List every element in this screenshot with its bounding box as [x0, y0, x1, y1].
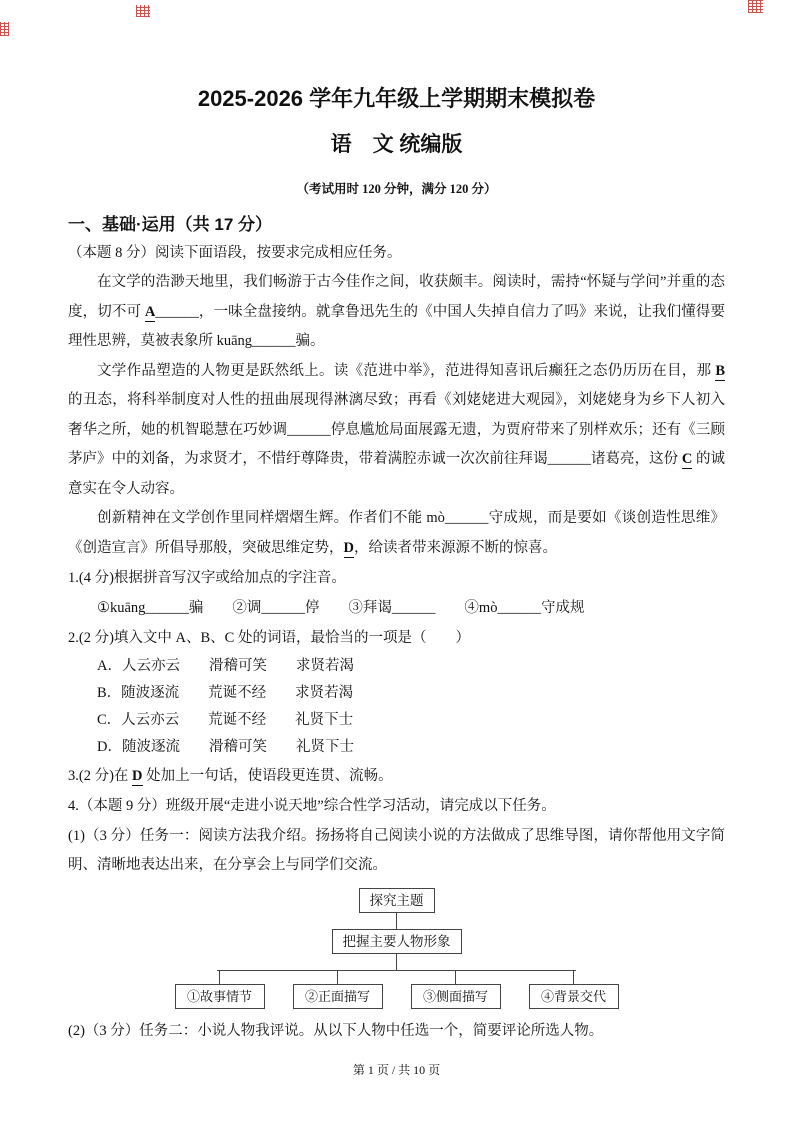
text-run: ______，一味全盘接纳。就拿鲁迅先生的《中国人失掉自信力了吗》来说，让我们懂得要理性思辨，莫被表象所 kuāng______骗。: [68, 303, 726, 349]
text-run: 的诚意实在令人动容。: [68, 451, 725, 497]
passage-intro: （本题 8 分）阅读下面语段，按要求完成相应任务。: [68, 245, 402, 261]
flowchart-leaf-box-1: ①故事情节: [175, 984, 265, 1009]
underlined-blank-letter: A: [144, 303, 156, 320]
flowchart-branch: [175, 970, 619, 1009]
question-2-label: 2.(2 分)填入文中 A、B、C 处的词语，最恰当的一项是（ ）: [68, 630, 470, 646]
flowchart-leaf-stub: [337, 970, 338, 984]
page-content: [0, 84, 793, 1046]
flowchart-leaf-stub: [219, 970, 220, 984]
question-2-option-c: C．人云亦云 荒诞不经 礼贤下士: [97, 712, 354, 728]
underlined-blank-letter: D: [132, 768, 143, 784]
flowchart-leaf-box-3: ③侧面描写: [411, 984, 501, 1009]
flowchart-leaf-row: [175, 970, 619, 1009]
text-run: 创新精神在文学创作里同样熠熠生辉。作者们不能 mò______守成规，而是要如《谈创造性思维》《创造宣言》所倡导那般，突破思维定势，: [68, 510, 725, 556]
mind-map-flowchart: [175, 888, 619, 1009]
red-print-mark-left-edge: [0, 22, 9, 36]
exam-duration-info: （考试用时 120 分钟，满分 120 分）: [296, 182, 497, 196]
flowchart-middle-box: 把握主要人物形象: [332, 929, 462, 954]
flowchart-root-box: 探究主题: [359, 888, 435, 913]
text-run: ，给读者带来源源不断的惊喜。: [353, 539, 557, 556]
flowchart-leaf-stub: [573, 970, 574, 984]
text-run: 处加上一句话，使语段更连贯、流畅。: [142, 768, 393, 784]
flowchart-leaf-box-4: ④背景交代: [529, 984, 619, 1009]
question-1-label: 1.(4 分)根据拼音写汉字或给加点的字注音。: [68, 570, 346, 586]
question-2-option-d: D．随波逐流 滑稽可笑 礼贤下士: [97, 739, 354, 755]
question-4-task-1: (1)（3 分）任务一：阅读方法我介绍。扬扬将自己阅读小说的方法做成了思维导图，请你帮他用文字简明、清晰地表达出来，在分享会上与同学们交流。: [68, 828, 725, 873]
underlined-blank-letter: C: [681, 451, 693, 467]
page-number-footer: 第 1 页 / 共 10 页: [352, 1063, 441, 1077]
reading-passage: [68, 268, 725, 563]
flowchart-leaf-box-2: ②正面描写: [293, 984, 383, 1009]
text-run: 在文学的浩渺天地里，我们畅游于古今佳作之间，收获颇丰。阅读时，需持“怀疑与学问”并重的态度，切不可: [68, 274, 725, 320]
question-1-items: ①kuāng______骗 ②调______停 ③拜谒______ ④mò______守成规: [97, 600, 585, 616]
question-4-task-2: (2)（3 分）任务二：小说人物我评说。从以下人物中任选一个，简要评论所选人物。: [68, 1023, 604, 1039]
exam-title: 2025-2026 学年九年级上学期期末模拟卷: [197, 86, 596, 111]
question-2-option-b: B．随波逐流 荒诞不经 求贤若渴: [97, 685, 354, 701]
passage-paragraph-1: [68, 268, 725, 357]
flowchart-leaf: [411, 970, 501, 1009]
flowchart-horizontal-connector: [217, 970, 577, 971]
question-4-label: 4.（本题 9 分）班级开展“走进小说天地”综合性学习活动，请完成以下任务。: [68, 798, 556, 814]
flowchart-leaf: [293, 970, 383, 1009]
flowchart-leaf: [529, 970, 619, 1009]
exam-subject: 语 文 统编版: [330, 133, 463, 156]
flowchart-leaf: [175, 970, 265, 1009]
question-2-option-a: A．人云亦云 滑稽可笑 求贤若渴: [97, 658, 354, 674]
text-run: 文学作品塑造的人物更是跃然纸上。读《范进中举》，范进得知喜讯后癫狂之态仍历历在目，那: [97, 362, 716, 379]
flowchart-vertical-connector-2: [396, 954, 397, 970]
text-run: 3.(2 分)在: [68, 768, 133, 784]
underlined-blank-letter: D: [343, 539, 354, 556]
flowchart-leaf-stub: [455, 970, 456, 984]
section-1-heading: 一、基础·运用（共 17 分）: [68, 215, 273, 234]
question-3-label: [68, 762, 725, 791]
flowchart-vertical-connector-1: [396, 913, 397, 929]
underlined-blank-letter: B: [715, 362, 725, 379]
text-run: 的丑态，将科举制度对人性的扭曲展现得淋漓尽致；再看《刘姥姥进大观园》，刘姥姥身为乡下人初入奢华之所，她的机智聪慧在巧妙调______停息尴尬局面展露无遗，为贾府带来了别样欢乐；还有《三顾茅庐》中的刘备，为求贤才，不惜纡尊降贵，带着满腔赤诚一次次前往拜谒______诸葛亮，这份: [68, 392, 725, 467]
red-print-mark-top-left: [136, 5, 150, 17]
red-print-mark-top-right: [748, 0, 763, 13]
passage-paragraph-2: [68, 357, 725, 505]
passage-paragraph-3: [68, 504, 725, 563]
